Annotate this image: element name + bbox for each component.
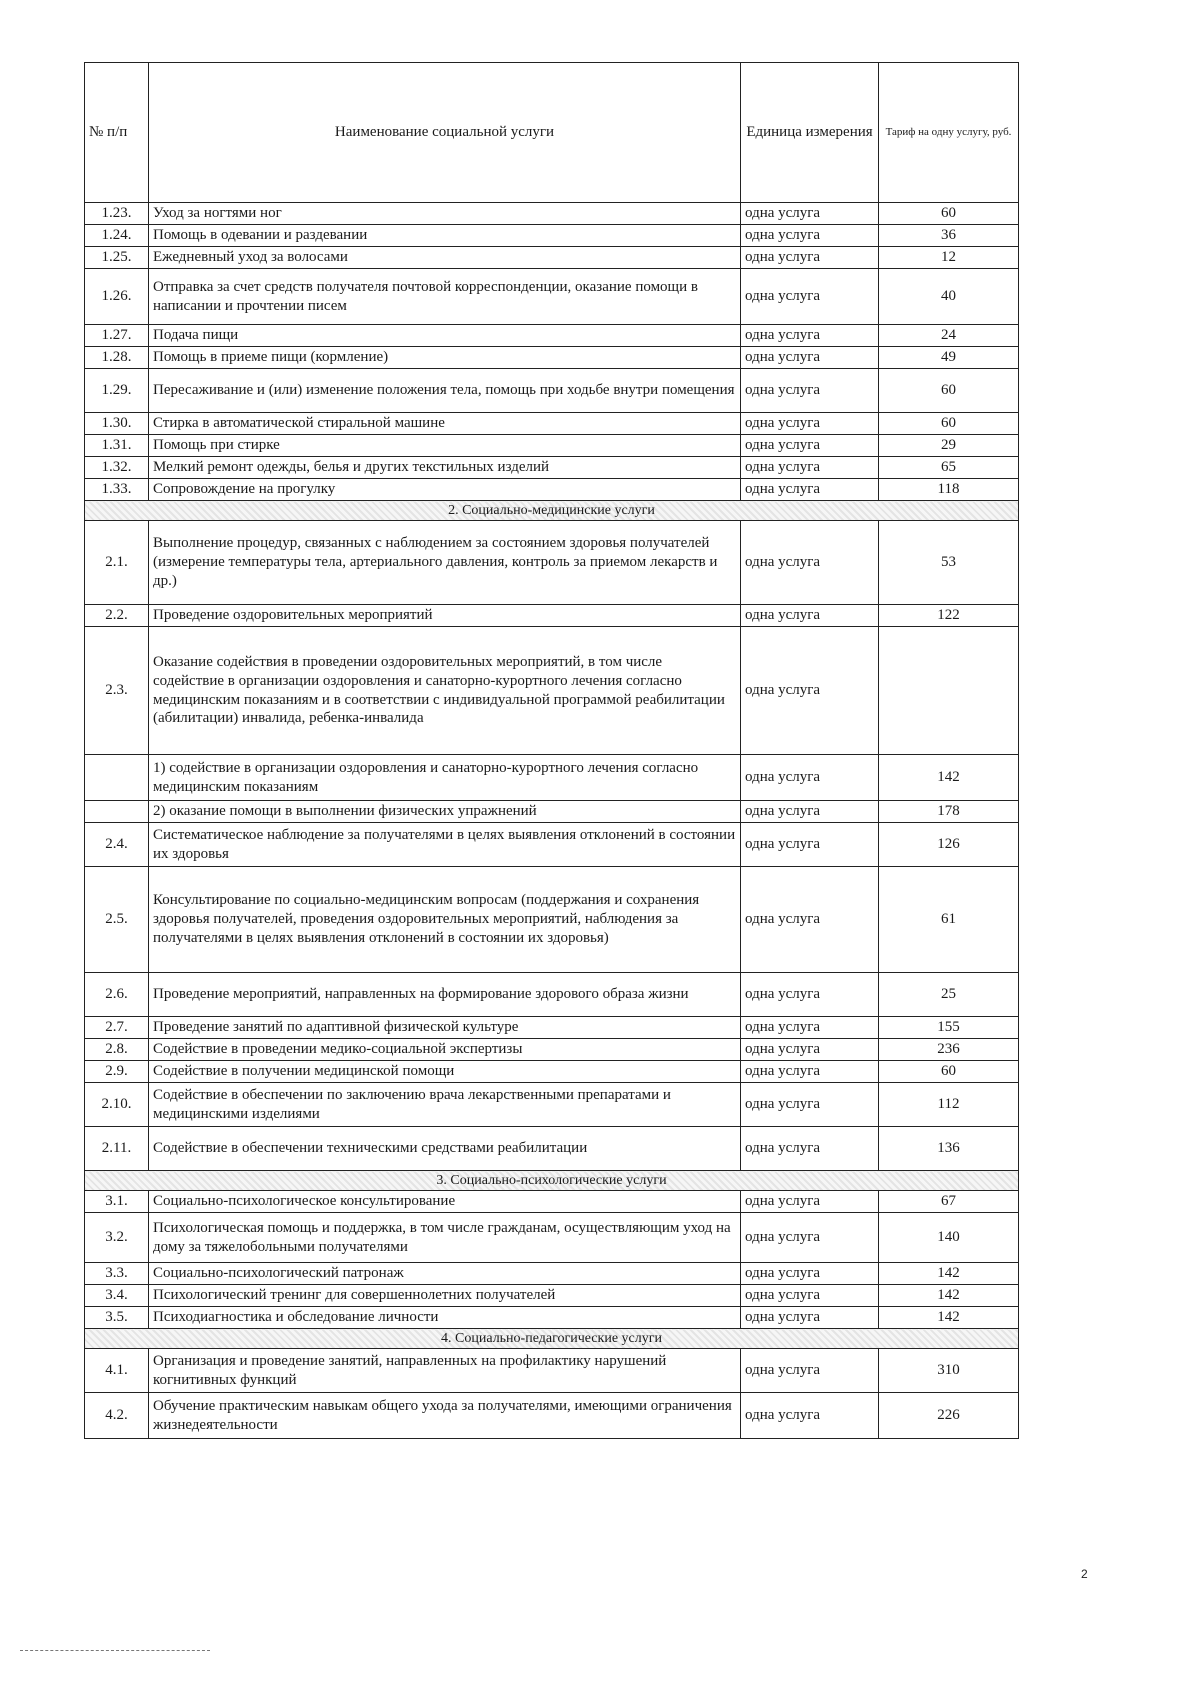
service-number: 1.27. [85,325,149,347]
header-tariff: Тариф на одну услугу, руб. [879,63,1019,203]
table-body [85,203,1019,1439]
service-number: 1.26. [85,269,149,325]
service-number: 1.25. [85,247,149,269]
table-header-row [85,63,1019,203]
table-row [85,1263,1019,1285]
table-row [85,369,1019,413]
table-row [85,247,1019,269]
service-number: 2.5. [85,867,149,973]
service-tariff: 60 [879,203,1019,225]
service-name: Психологический тренинг для совершеннолетних получателей [149,1285,741,1307]
service-name: Подача пищи [149,325,741,347]
service-number: 1.30. [85,413,149,435]
service-tariff: 60 [879,369,1019,413]
service-name: Социально-психологический патронаж [149,1263,741,1285]
service-tariff: 142 [879,1307,1019,1329]
service-unit: одна услуга [741,435,879,457]
table-row [85,1191,1019,1213]
service-unit: одна услуга [741,1127,879,1171]
service-unit: одна услуга [741,1285,879,1307]
service-tariff: 24 [879,325,1019,347]
table-row [85,823,1019,867]
table-row [85,479,1019,501]
service-tariff: 142 [879,755,1019,801]
service-name: Помощь в одевании и раздевании [149,225,741,247]
table-row [85,521,1019,605]
service-number: 3.4. [85,1285,149,1307]
service-name: Социально-психологическое консультирование [149,1191,741,1213]
service-tariff: 142 [879,1263,1019,1285]
service-name: Помощь при стирке [149,435,741,457]
table-row [85,1213,1019,1263]
table-row [85,1285,1019,1307]
service-number: 2.10. [85,1083,149,1127]
service-tariff: 60 [879,413,1019,435]
service-name: Мелкий ремонт одежды, белья и других текстильных изделий [149,457,741,479]
header-number: № п/п [85,63,149,203]
header-unit: Единица измерения [741,63,879,203]
service-tariff: 136 [879,1127,1019,1171]
service-unit: одна услуга [741,479,879,501]
service-tariff: 12 [879,247,1019,269]
section-title: 3. Социально-психологические услуги [85,1171,1019,1191]
page-number: 2 [1081,1567,1088,1581]
service-unit: одна услуга [741,1191,879,1213]
service-name: Содействие в обеспечении по заключению врача лекарственными препаратами и медицинскими изделиями [149,1083,741,1127]
service-tariff: 40 [879,269,1019,325]
service-name: Проведение оздоровительных мероприятий [149,605,741,627]
service-number: 4.2. [85,1393,149,1439]
service-unit: одна услуга [741,973,879,1017]
service-tariff: 53 [879,521,1019,605]
service-name: Стирка в автоматической стиральной машине [149,413,741,435]
service-unit: одна услуга [741,1083,879,1127]
service-unit: одна услуга [741,521,879,605]
service-name: Пересаживание и (или) изменение положения тела, помощь при ходьбе внутри помещения [149,369,741,413]
service-tariff: 61 [879,867,1019,973]
service-tariff: 178 [879,801,1019,823]
service-name: Содействие в получении медицинской помощи [149,1061,741,1083]
service-unit: одна услуга [741,203,879,225]
service-number: 3.1. [85,1191,149,1213]
table-row [85,1061,1019,1083]
service-unit: одна услуга [741,867,879,973]
table-row [85,1083,1019,1127]
service-unit: одна услуга [741,1393,879,1439]
service-number: 2.9. [85,1061,149,1083]
service-unit: одна услуга [741,605,879,627]
service-number: 1.33. [85,479,149,501]
service-number: 2.7. [85,1017,149,1039]
table-row [85,347,1019,369]
table-row [85,755,1019,801]
table-row [85,457,1019,479]
service-unit: одна услуга [741,1039,879,1061]
service-tariff: 140 [879,1213,1019,1263]
service-tariff: 126 [879,823,1019,867]
service-name: Содействие в проведении медико-социальной экспертизы [149,1039,741,1061]
service-unit: одна услуга [741,247,879,269]
service-number: 1.32. [85,457,149,479]
service-number [85,801,149,823]
section-header-row [85,501,1019,521]
service-name: Психодиагностика и обследование личности [149,1307,741,1329]
service-tariff: 67 [879,1191,1019,1213]
service-unit: одна услуга [741,1263,879,1285]
service-tariff: 36 [879,225,1019,247]
service-name: Проведение мероприятий, направленных на формирование здорового образа жизни [149,973,741,1017]
service-unit: одна услуга [741,1017,879,1039]
service-tariff: 65 [879,457,1019,479]
service-number [85,755,149,801]
service-name: Организация и проведение занятий, направленных на профилактику нарушений когнитивных функций [149,1349,741,1393]
table-row [85,605,1019,627]
footer-divider [20,1650,210,1651]
table-row [85,1393,1019,1439]
service-name: 1) содействие в организации оздоровления и санаторно-курортного лечения согласно медицинским показаниям [149,755,741,801]
service-number: 2.11. [85,1127,149,1171]
service-name: Оказание содействия в проведении оздоровительных мероприятий, в том числе содействие в организации оздоровления и санаторно-курортного лечения согласно медицинским показаниям и в соответствии с индивидуальной программой реабилитации (абилитации) инвалида, ребенка-инвалида [149,627,741,755]
service-tariff: 118 [879,479,1019,501]
service-number: 3.2. [85,1213,149,1263]
service-number: 1.31. [85,435,149,457]
service-number: 1.29. [85,369,149,413]
service-name: Проведение занятий по адаптивной физической культуре [149,1017,741,1039]
service-unit: одна услуга [741,801,879,823]
service-unit: одна услуга [741,225,879,247]
service-tariff [879,627,1019,755]
service-name: Содействие в обеспечении техническими средствами реабилитации [149,1127,741,1171]
table-row [85,225,1019,247]
service-unit: одна услуга [741,1061,879,1083]
service-unit: одна услуга [741,627,879,755]
service-number: 4.1. [85,1349,149,1393]
table-row [85,1127,1019,1171]
service-unit: одна услуга [741,457,879,479]
service-unit: одна услуга [741,347,879,369]
service-number: 2.6. [85,973,149,1017]
service-number: 2.8. [85,1039,149,1061]
service-unit: одна услуга [741,269,879,325]
service-unit: одна услуга [741,413,879,435]
service-name: Уход за ногтями ног [149,203,741,225]
service-tariff: 155 [879,1017,1019,1039]
service-name: Психологическая помощь и поддержка, в том числе гражданам, осуществляющим уход на дому за тяжелобольными получателями [149,1213,741,1263]
service-name: Помощь в приеме пищи (кормление) [149,347,741,369]
service-tariff: 142 [879,1285,1019,1307]
table-row [85,627,1019,755]
section-header-row [85,1329,1019,1349]
service-name: Сопровождение на прогулку [149,479,741,501]
table-row [85,801,1019,823]
table-row [85,1039,1019,1061]
table-row [85,1307,1019,1329]
tariff-table [84,62,1019,1439]
service-number: 1.23. [85,203,149,225]
header-service-name: Наименование социальной услуги [149,63,741,203]
service-name: Систематическое наблюдение за получателями в целях выявления отклонений в состоянии их здоровья [149,823,741,867]
table-row [85,973,1019,1017]
service-number: 1.28. [85,347,149,369]
service-tariff: 49 [879,347,1019,369]
service-name: Ежедневный уход за волосами [149,247,741,269]
service-unit: одна услуга [741,823,879,867]
service-unit: одна услуга [741,1307,879,1329]
table-row [85,435,1019,457]
service-name: Консультирование по социально-медицинским вопросам (поддержания и сохранения здоровья получателей, проведения оздоровительных мероприятий, наблюдения за получателями в целях выявления отклонений в состоянии их здоровья) [149,867,741,973]
table-row [85,1017,1019,1039]
service-unit: одна услуга [741,1349,879,1393]
section-header-row [85,1171,1019,1191]
service-name: 2) оказание помощи в выполнении физических упражнений [149,801,741,823]
service-unit: одна услуга [741,369,879,413]
table-row [85,269,1019,325]
service-tariff: 310 [879,1349,1019,1393]
service-number: 1.24. [85,225,149,247]
service-number: 3.3. [85,1263,149,1285]
service-name: Отправка за счет средств получателя почтовой корреспонденции, оказание помощи в написании и прочтении писем [149,269,741,325]
service-tariff: 112 [879,1083,1019,1127]
service-tariff: 122 [879,605,1019,627]
table-row [85,325,1019,347]
service-number: 2.1. [85,521,149,605]
service-unit: одна услуга [741,755,879,801]
service-tariff: 236 [879,1039,1019,1061]
section-title: 4. Социально-педагогические услуги [85,1329,1019,1349]
service-tariff: 29 [879,435,1019,457]
service-unit: одна услуга [741,1213,879,1263]
service-name: Обучение практическим навыкам общего ухода за получателями, имеющими ограничения жизнедеятельности [149,1393,741,1439]
service-tariff: 60 [879,1061,1019,1083]
table-row [85,867,1019,973]
table-row [85,413,1019,435]
section-title: 2. Социально-медицинские услуги [85,501,1019,521]
table-row [85,1349,1019,1393]
service-number: 2.3. [85,627,149,755]
service-number: 3.5. [85,1307,149,1329]
service-number: 2.4. [85,823,149,867]
service-number: 2.2. [85,605,149,627]
service-unit: одна услуга [741,325,879,347]
service-tariff: 226 [879,1393,1019,1439]
service-name: Выполнение процедур, связанных с наблюдением за состоянием здоровья получателей (измерение температуры тела, артериального давления, контроль за приемом лекарств и др.) [149,521,741,605]
table-row [85,203,1019,225]
service-tariff: 25 [879,973,1019,1017]
